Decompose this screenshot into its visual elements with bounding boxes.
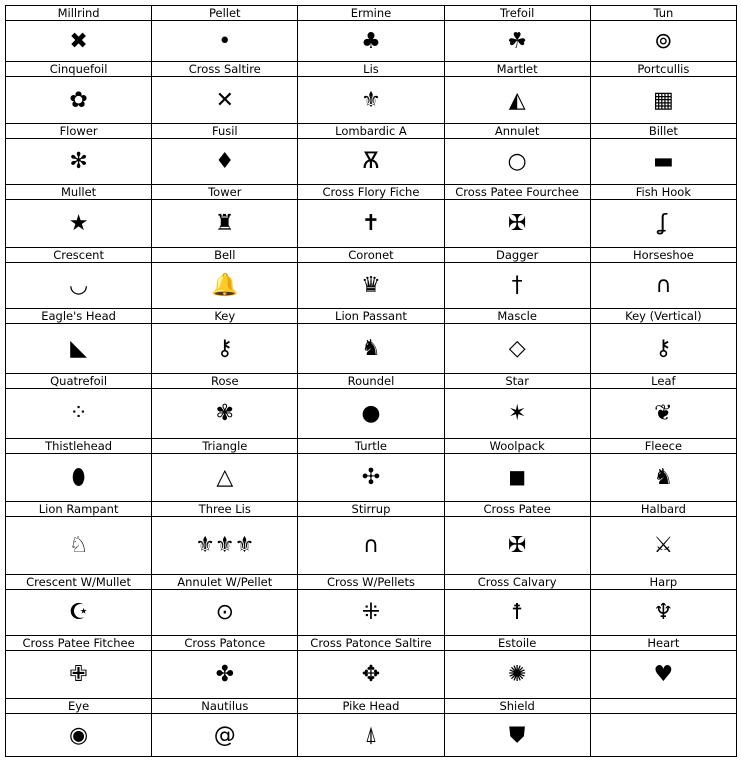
symbol-icon: ✺ [444,651,590,699]
symbol-label: Billet [590,124,736,139]
symbol-label: Martlet [444,62,590,77]
symbol-label: Mascle [444,309,590,324]
symbol-label: Fish Hook [590,185,736,200]
symbol-icon: ✙ [6,651,152,699]
symbol-icon [590,714,736,757]
symbol-icon: ✝ [298,200,444,248]
symbol-row [6,324,737,374]
symbol-label: Turtle [298,439,444,454]
symbol-icon: † [444,263,590,309]
symbol-icon: ☪ [6,590,152,636]
symbol-icon: ♣ [298,21,444,62]
symbol-label: Portcullis [590,62,736,77]
label-row [6,636,737,651]
label-row [6,502,737,517]
symbol-row [6,454,737,502]
symbol-row [6,714,737,757]
symbol-icon: ∩ [298,517,444,575]
symbol-icon: ✻ [6,139,152,185]
symbol-icon: ⁜ [298,590,444,636]
symbol-label: Halbard [590,502,736,517]
symbol-icon: 🔔 [152,263,298,309]
symbol-label: Estoile [444,636,590,651]
symbol-icon: ▬ [590,139,736,185]
symbol-row [6,590,737,636]
symbol-label: Pellet [152,6,298,21]
symbol-icon: ⬮ [6,454,152,502]
symbol-icon: ● [298,389,444,439]
symbol-label: Cross Patonce Saltire [298,636,444,651]
symbol-row [6,77,737,124]
symbol-icon: ♛ [298,263,444,309]
symbol-label: Trefoil [444,6,590,21]
symbol-label: Cinquefoil [6,62,152,77]
symbol-icon: ❦ [590,389,736,439]
symbol-label: Annulet W/Pellet [152,575,298,590]
symbol-label: Mullet [6,185,152,200]
symbol-label: Cross Patee Fourchee [444,185,590,200]
label-row [6,575,737,590]
symbol-label [590,699,736,714]
label-row [6,374,737,389]
symbol-icon: ⚷ [590,324,736,374]
symbol-row [6,21,737,62]
symbol-icon: ◣ [6,324,152,374]
symbol-row [6,263,737,309]
label-row [6,124,737,139]
symbol-label: Fusil [152,124,298,139]
symbol-label: Three Lis [152,502,298,517]
label-row [6,248,737,263]
symbol-label: Pike Head [298,699,444,714]
symbol-label: Leaf [590,374,736,389]
symbol-label: Cross Patee Fitchee [6,636,152,651]
symbol-label: Annulet [444,124,590,139]
symbol-icon: ○ [444,139,590,185]
symbol-label: Key (Vertical) [590,309,736,324]
symbol-label: Cross Patee [444,502,590,517]
symbol-icon: ✥ [298,651,444,699]
label-row [6,309,737,324]
symbol-label: Thistlehead [6,439,152,454]
symbol-icon: ◭ [444,77,590,124]
symbol-icon: ♘ [6,517,152,575]
symbol-icon: ◡ [6,263,152,309]
symbol-icon: ✠ [444,200,590,248]
symbol-icon: ✕ [152,77,298,124]
symbol-icon: △ [152,454,298,502]
symbol-label: Triangle [152,439,298,454]
symbol-label: Key [152,309,298,324]
symbol-label: Cross Saltire [152,62,298,77]
symbol-label: Dagger [444,248,590,263]
symbol-label: Eagle's Head [6,309,152,324]
symbol-label: Millrind [6,6,152,21]
symbol-label: Woolpack [444,439,590,454]
symbol-label: Crescent W/Mullet [6,575,152,590]
symbol-label: Eye [6,699,152,714]
heraldic-symbols-table [5,5,737,757]
symbol-icon: ▦ [590,77,736,124]
symbol-label: Harp [590,575,736,590]
symbol-row [6,651,737,699]
symbol-label: Stirrup [298,502,444,517]
symbol-icon: ☨ [444,590,590,636]
label-row [6,439,737,454]
label-row [6,185,737,200]
symbol-label: Cross Patonce [152,636,298,651]
symbol-icon: ⊙ [152,590,298,636]
symbol-row [6,389,737,439]
symbol-row [6,517,737,575]
symbol-label: Star [444,374,590,389]
symbol-icon: ʆ [590,200,736,248]
symbol-icon: ♞ [590,454,736,502]
symbol-icon: ♦ [152,139,298,185]
symbol-icon: ✶ [444,389,590,439]
symbol-row [6,139,737,185]
symbol-label: Quatrefoil [6,374,152,389]
label-row [6,62,737,77]
symbol-label: Cross W/Pellets [298,575,444,590]
symbol-icon: ∩ [590,263,736,309]
symbol-icon: ⚷ [152,324,298,374]
symbol-label: Lion Rampant [6,502,152,517]
symbol-icon: ⚜ [298,77,444,124]
symbol-label: Rose [152,374,298,389]
symbol-icon: ◼ [444,454,590,502]
symbol-label: Cross Flory Fiche [298,185,444,200]
symbol-icon: ★ [6,200,152,248]
symbol-label: Lion Passant [298,309,444,324]
symbol-label: Nautilus [152,699,298,714]
symbol-label: Heart [590,636,736,651]
symbol-icon: ✿ [6,77,152,124]
symbol-icon: ☘ [444,21,590,62]
symbol-icon: • [152,21,298,62]
symbol-icon: Ѫ [298,139,444,185]
label-row [6,6,737,21]
symbol-icon: ◉ [6,714,152,757]
symbol-label: Coronet [298,248,444,263]
symbol-label: Flower [6,124,152,139]
symbol-icon: ✣ [298,454,444,502]
symbol-icon: ⍋ [298,714,444,757]
symbol-icon: ⛊ [444,714,590,757]
symbol-icon: ⚜⚜⚜ [152,517,298,575]
symbol-icon: ✤ [152,651,298,699]
symbol-icon: @ [152,714,298,757]
label-row [6,699,737,714]
symbol-label: Cross Calvary [444,575,590,590]
symbol-icon: ⁘ [6,389,152,439]
symbol-icon: ♆ [590,590,736,636]
symbol-icon: ◇ [444,324,590,374]
symbol-icon: ✖ [6,21,152,62]
symbol-label: Tower [152,185,298,200]
symbol-icon: ♥ [590,651,736,699]
symbol-icon: ✾ [152,389,298,439]
symbol-row [6,200,737,248]
symbol-label: Tun [590,6,736,21]
symbol-label: Lis [298,62,444,77]
symbol-icon: ♜ [152,200,298,248]
symbol-label: Bell [152,248,298,263]
symbol-label: Lombardic A [298,124,444,139]
symbol-icon: ✠ [444,517,590,575]
symbol-label: Fleece [590,439,736,454]
symbol-icon: ⊚ [590,21,736,62]
symbol-label: Ermine [298,6,444,21]
symbol-icon: ♞ [298,324,444,374]
symbol-label: Shield [444,699,590,714]
symbol-label: Horseshoe [590,248,736,263]
symbol-label: Roundel [298,374,444,389]
symbol-label: Crescent [6,248,152,263]
symbol-icon: ⚔ [590,517,736,575]
